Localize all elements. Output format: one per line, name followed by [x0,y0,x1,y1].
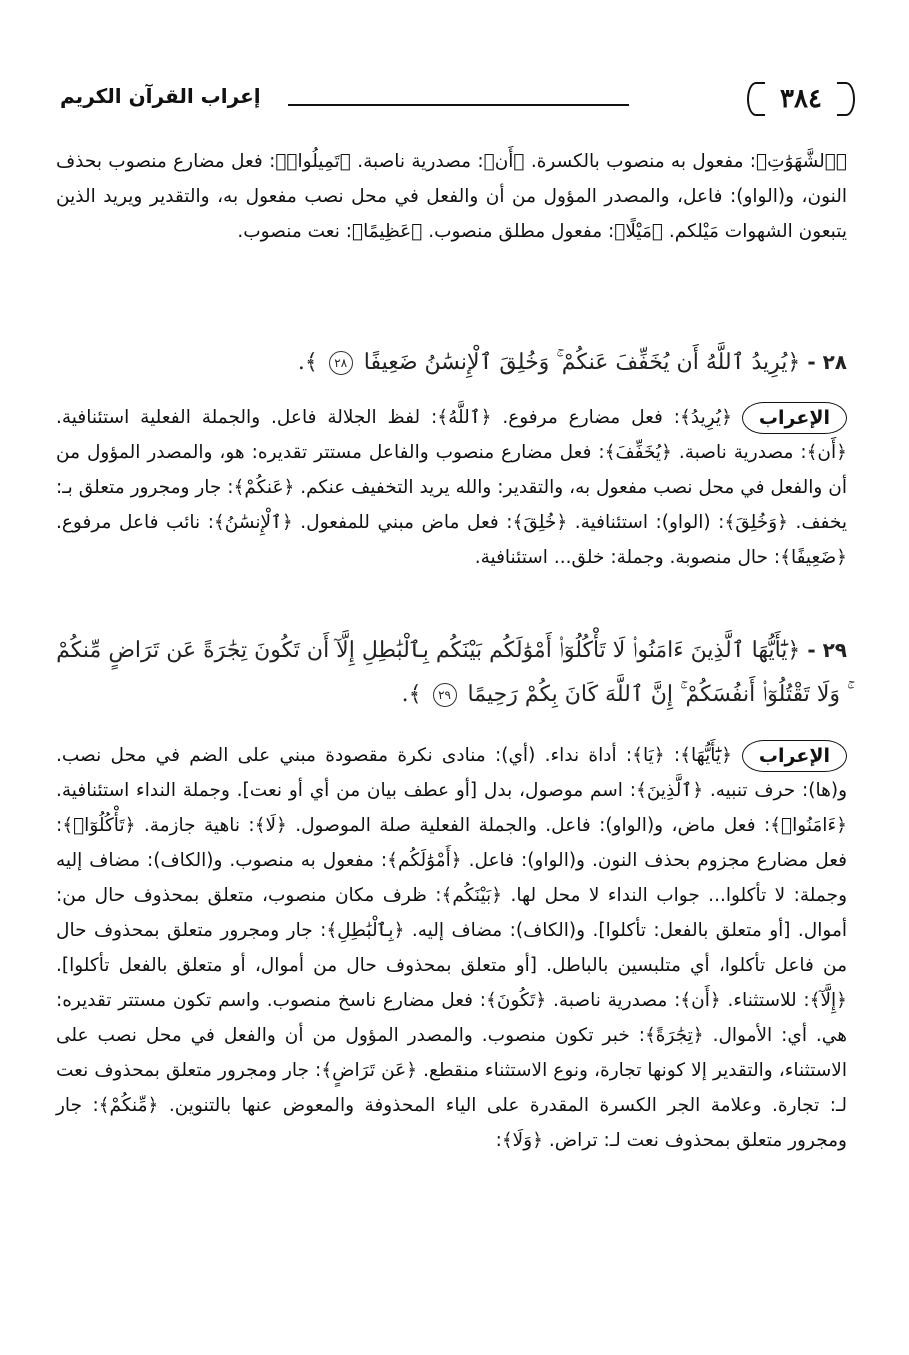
ayah-end-mark-29: ٢٩ [433,683,457,707]
verse-29 [56,628,847,717]
irab-29 [56,738,847,1158]
verse-28-close: ﴾. [297,350,318,375]
verse-28-number: ٢٨ - [807,350,847,374]
ayah-end-mark-28: ٢٨ [329,351,353,375]
verse-29-text: ﴿يَٰٓأَيُّهَا ٱلَّذِينَ ءَامَنُوا۟ لَا تَأْكُلُوٓا۟ أَمْوَٰلَكُم بَيْنَكُم بِٱلْبَٰطِلِ إِلَّآ أَن تَكُونَ تِجَٰرَةً عَن تَرَاضٍ مِّنكُمْ ۚ وَلَا تَقْتُلُوٓا۟ أَنفُسَكُمْ ۚ إِنَّ ٱللَّهَ كَانَ بِكُمْ رَحِيمًا [56,638,847,707]
top-paragraph: ﴿ٱلشَّهَوَٰتِ﴾: مفعول به منصوب بالكسرة. ﴿أَن﴾: مصدرية ناصبة. ﴿تَمِيلُوا۟﴾: فعل مضارع منصوب بحذف النون، و(الواو): فاعل، والمصدر المؤول من أن والفعل في محل نصب مفعول به، والتقدير ويريد الذين يتبعون الشهوات مَيْلكم. ﴿مَيْلًا﴾: مفعول مطلق منصوب. ﴿عَظِيمًا﴾: نعت منصوب. [56,151,847,242]
irab-label-29: الإعراب [742,740,847,772]
irab-29-text: ﴿يَٰٓأَيُّهَا﴾: ﴿يَا﴾: أداة نداء. (أي): منادى نكرة مقصودة مبني على الضم في محل نصب. و(ها): حرف تنبيه. ﴿ٱلَّذِينَ﴾: اسم موصول، بدل [أو عطف بيان من أي أو نعت]. وجملة النداء استئنافية. ﴿ءَامَنُوا۟﴾: فعل ماض، و(الواو): فاعل. والجملة الفعلية صلة الموصول. ﴿لَا﴾: ناهية جازمة. ﴿تَأْكُلُوٓا۟﴾: فعل مضارع مجزوم بحذف النون. و(الواو): فاعل. ﴿أَمْوَٰلَكُم﴾: مفعول به منصوب. و(الكاف): مضاف إليه وجملة: لا تأكلوا... جواب النداء لا محل لها. ﴿بَيْنَكُم﴾: ظرف مكان منصوب، متعلق بمحذوف حال من: أموال. [أو متعلق بالفعل: تأكلوا]. و(الكاف): مضاف إليه. ﴿بِٱلْبَٰطِلِ﴾: جار ومجرور متعلق بمحذوف حال من فاعل تأكلوا، أي متلبسين بالباطل. [أو متعلق بمحذوف حال من أموال، أو متعلق بالفعل تأكلوا]. ﴿إِلَّآ﴾: للاستثناء. ﴿أَن﴾: مصدرية ناصبة. ﴿تَكُونَ﴾: فعل مضارع ناسخ منصوب. واسم تكون مستتر تقديره: هي. أي: الأموال. ﴿تِجَٰرَةً﴾: خبر تكون منصوب. والمصدر المؤول من أن والفعل في محل نصب على الاستثناء، والتقدير إلا كونها تجارة، ونوع الاستثناء منقطع. ﴿عَن تَرَاضٍ﴾: جار ومجرور متعلق بمحذوف نعت لـ: تجارة. وعلامة الجر الكسرة المقدرة على الياء المحذوفة والمعوض عنها بالتنوين. ﴿مِّنكُمْ﴾: جار ومجرور متعلق بمحذوف نعت لـ: تراض. ﴿وَلَا﴾: [56,745,847,1151]
page-header [60,78,849,126]
book-title: إعراب القرآن الكريم [60,84,261,108]
verse-29-close: ﴾. [401,682,422,707]
irab-label-28: الإعراب [742,402,847,434]
header-rule [288,104,629,106]
verse-28-text: ﴿يُرِيدُ ٱللَّهُ أَن يُخَفِّفَ عَنكُمْ ۚ وَخُلِقَ ٱلْإِنسَٰنُ ضَعِيفًا [363,350,801,375]
irab-28 [56,400,847,575]
irab-28-text: ﴿يُرِيدُ﴾: فعل مضارع مرفوع. ﴿ٱللَّهُ﴾: لفظ الجلالة فاعل. والجملة الفعلية استئنافية. ﴿أَن﴾: مصدرية ناصبة. ﴿يُخَفِّفَ﴾: فعل مضارع منصوب والفاعل مستتر تقديره: هو، والمصدر المؤول من أن والفعل في محل نصب مفعول به، والتقدير: والله يريد التخفيف عنكم. ﴿عَنكُمْ﴾: جار ومجرور متعلق بـ: يخفف. ﴿وَخُلِقَ﴾: (الواو): استئنافية. ﴿خُلِقَ﴾: فعل ماض مبني للمفعول. ﴿ٱلْإِنسَٰنُ﴾: نائب فاعل مرفوع. ﴿ضَعِيفًا﴾: حال منصوبة. وجملة: خلق... استئنافية. [56,407,847,568]
verse-28 [56,340,847,385]
verse-29-number: ٢٩ - [807,638,847,662]
page-number: ٣٨٤ [753,78,849,120]
